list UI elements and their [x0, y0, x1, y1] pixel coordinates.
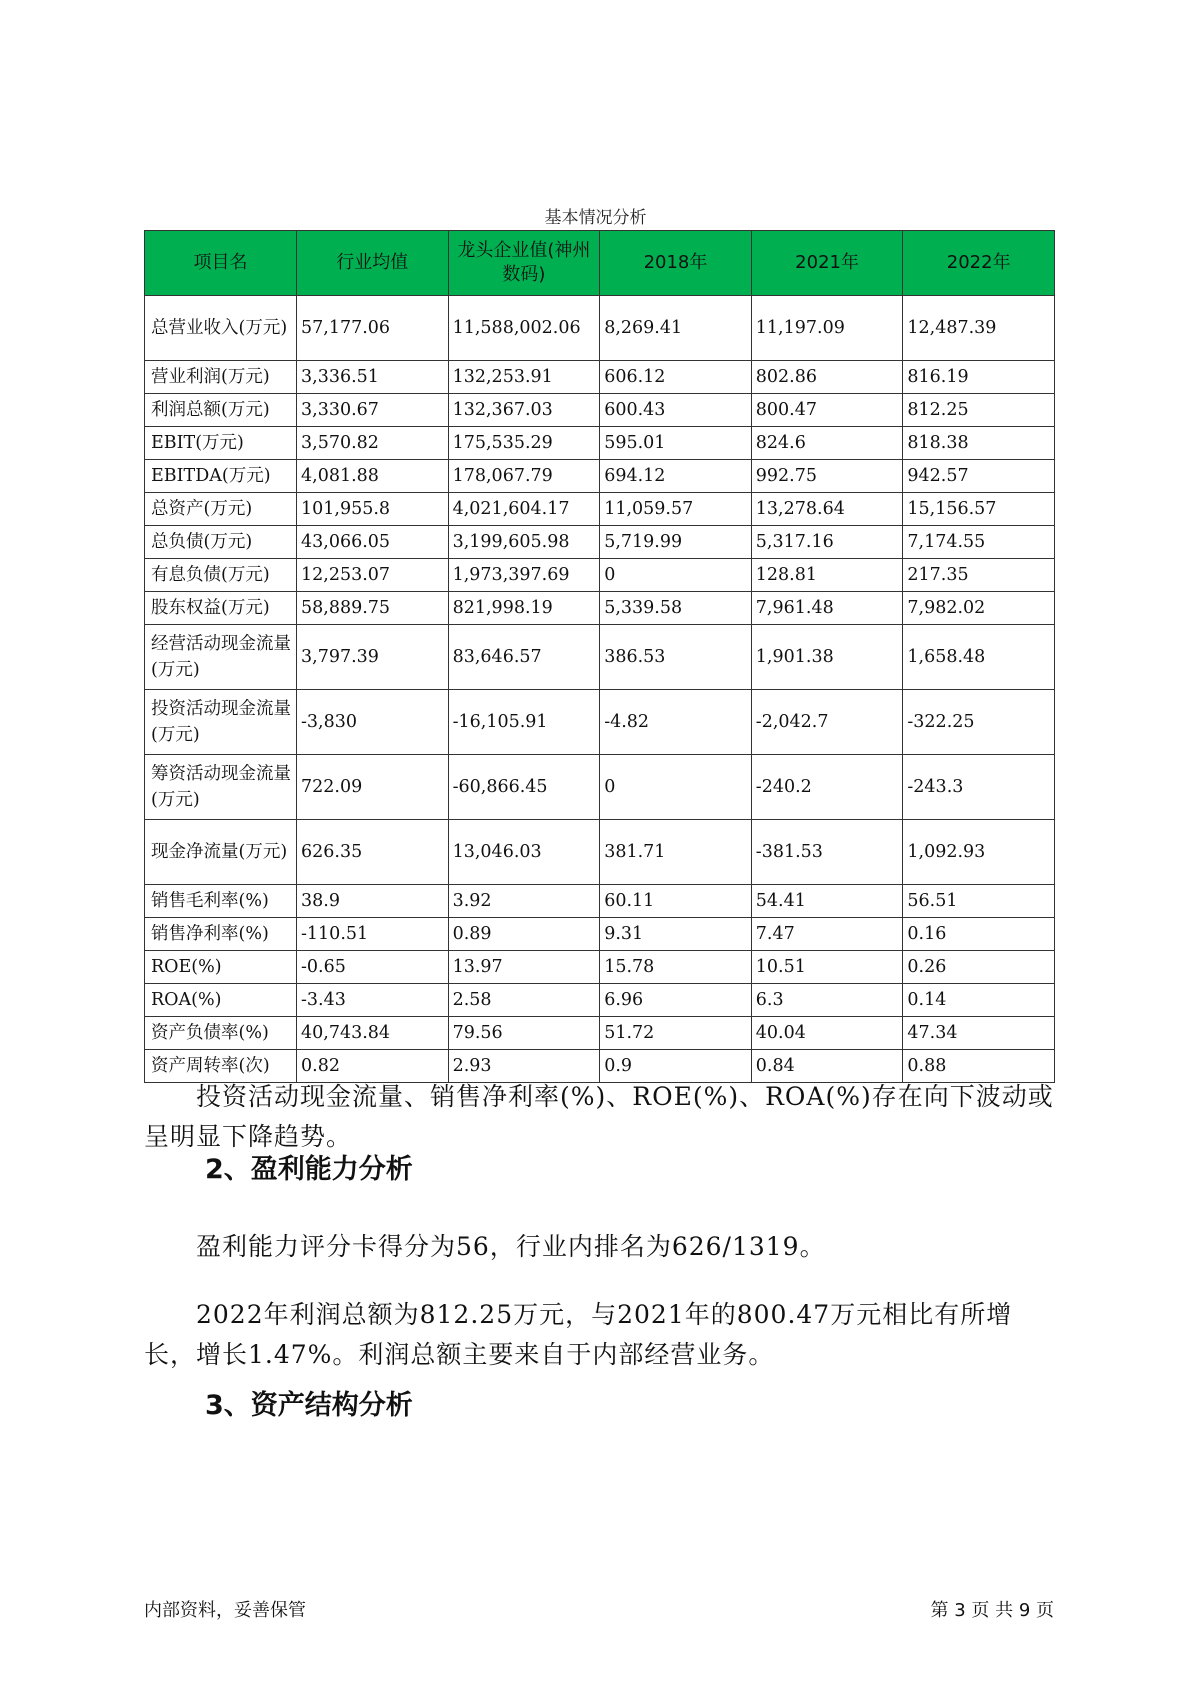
row-label-cell: 总负债(万元) [145, 526, 297, 559]
value-cell: 12,487.39 [903, 296, 1055, 361]
row-label-cell: 利润总额(万元) [145, 394, 297, 427]
value-cell: 11,588,002.06 [448, 296, 600, 361]
value-cell: 802.86 [751, 361, 903, 394]
footer-confidential-note: 内部资料，妥善保管 [144, 1600, 306, 1621]
value-cell: 824.6 [751, 427, 903, 460]
value-cell: 12,253.07 [297, 559, 449, 592]
table-row [145, 526, 1055, 559]
value-cell: 626.35 [297, 820, 449, 885]
value-cell: 821,998.19 [448, 592, 600, 625]
value-cell: -110.51 [297, 918, 449, 951]
value-cell: 57,177.06 [297, 296, 449, 361]
value-cell: 5,339.58 [600, 592, 752, 625]
value-cell: 178,067.79 [448, 460, 600, 493]
value-cell: 600.43 [600, 394, 752, 427]
trend-summary-paragraph: 投资活动现金流量、销售净利率(%)、ROE(%)、ROA(%)存在向下波动或呈明显下降趋势。 [144, 1082, 1054, 1151]
header-industry-average: 行业均值 [297, 231, 449, 296]
value-cell: 3.92 [448, 885, 600, 918]
value-cell: 13,278.64 [751, 493, 903, 526]
value-cell: 2.93 [448, 1050, 600, 1083]
value-cell: 40.04 [751, 1017, 903, 1050]
value-cell: 217.35 [903, 559, 1055, 592]
value-cell: -3,830 [297, 690, 449, 755]
value-cell: 175,535.29 [448, 427, 600, 460]
value-cell: 7,174.55 [903, 526, 1055, 559]
row-label-cell: 筹资活动现金流量(万元) [145, 755, 297, 820]
value-cell: 54.41 [751, 885, 903, 918]
value-cell: 694.12 [600, 460, 752, 493]
value-cell: 15,156.57 [903, 493, 1055, 526]
row-label-cell: 销售净利率(%) [145, 918, 297, 951]
value-cell: -2,042.7 [751, 690, 903, 755]
value-cell: 3,199,605.98 [448, 526, 600, 559]
value-cell: 1,658.48 [903, 625, 1055, 690]
header-year-2022: 2022年 [903, 231, 1055, 296]
value-cell: 992.75 [751, 460, 903, 493]
value-cell: 1,973,397.69 [448, 559, 600, 592]
table-caption: 基本情况分析 [544, 208, 647, 228]
header-year-2021: 2021年 [751, 231, 903, 296]
row-label-cell: EBITDA(万元) [145, 460, 297, 493]
row-label-cell: 总营业收入(万元) [145, 296, 297, 361]
value-cell: 7,961.48 [751, 592, 903, 625]
value-cell: 0.82 [297, 1050, 449, 1083]
row-label-cell: 营业利润(万元) [145, 361, 297, 394]
value-cell: 3,570.82 [297, 427, 449, 460]
value-cell: 3,336.51 [297, 361, 449, 394]
profit-growth-paragraph: 2022年利润总额为812.25万元，与2021年的800.47万元相比有所增长，增长1.47%。利润总额主要来自于内部经营业务。 [144, 1300, 1013, 1369]
value-cell: 5,317.16 [751, 526, 903, 559]
value-cell: -3.43 [297, 984, 449, 1017]
value-cell: 38.9 [297, 885, 449, 918]
value-cell: 8,269.41 [600, 296, 752, 361]
value-cell: 13.97 [448, 951, 600, 984]
footer-page-number: 第 3 页 共 9 页 [930, 1600, 1054, 1621]
value-cell: 1,901.38 [751, 625, 903, 690]
value-cell: 101,955.8 [297, 493, 449, 526]
table-row [145, 361, 1055, 394]
value-cell: 800.47 [751, 394, 903, 427]
table-row [145, 427, 1055, 460]
value-cell: 10.51 [751, 951, 903, 984]
table-body [145, 296, 1055, 1083]
value-cell: -4.82 [600, 690, 752, 755]
value-cell: 6.96 [600, 984, 752, 1017]
value-cell: 0 [600, 755, 752, 820]
value-cell: 4,021,604.17 [448, 493, 600, 526]
row-label-cell: 股东权益(万元) [145, 592, 297, 625]
table-row [145, 296, 1055, 361]
value-cell: 0.9 [600, 1050, 752, 1083]
table-row [145, 690, 1055, 755]
value-cell: 9.31 [600, 918, 752, 951]
value-cell: 7,982.02 [903, 592, 1055, 625]
value-cell: 15.78 [600, 951, 752, 984]
value-cell: -60,866.45 [448, 755, 600, 820]
row-label-cell: 有息负债(万元) [145, 559, 297, 592]
table-row [145, 592, 1055, 625]
row-label-cell: 资产负债率(%) [145, 1017, 297, 1050]
value-cell: -243.3 [903, 755, 1055, 820]
row-label-cell: 资产周转率(次) [145, 1050, 297, 1083]
value-cell: 132,253.91 [448, 361, 600, 394]
table-header-row [145, 231, 1055, 296]
value-cell: 0.26 [903, 951, 1055, 984]
value-cell: -322.25 [903, 690, 1055, 755]
table-row [145, 625, 1055, 690]
value-cell: 722.09 [297, 755, 449, 820]
value-cell: 0 [600, 559, 752, 592]
row-label-cell: 投资活动现金流量(万元) [145, 690, 297, 755]
value-cell: 818.38 [903, 427, 1055, 460]
value-cell: 11,197.09 [751, 296, 903, 361]
row-label-cell: 总资产(万元) [145, 493, 297, 526]
header-year-2018: 2018年 [600, 231, 752, 296]
value-cell: 3,797.39 [297, 625, 449, 690]
value-cell: 0.88 [903, 1050, 1055, 1083]
value-cell: 0.16 [903, 918, 1055, 951]
table-row [145, 394, 1055, 427]
table-row [145, 755, 1055, 820]
table-row [145, 984, 1055, 1017]
value-cell: -240.2 [751, 755, 903, 820]
value-cell: -381.53 [751, 820, 903, 885]
value-cell: 43,066.05 [297, 526, 449, 559]
value-cell: -16,105.91 [448, 690, 600, 755]
value-cell: 51.72 [600, 1017, 752, 1050]
table-row [145, 559, 1055, 592]
value-cell: 83,646.57 [448, 625, 600, 690]
value-cell: 58,889.75 [297, 592, 449, 625]
value-cell: 13,046.03 [448, 820, 600, 885]
value-cell: 132,367.03 [448, 394, 600, 427]
value-cell: 3,330.67 [297, 394, 449, 427]
value-cell: 56.51 [903, 885, 1055, 918]
table-row [145, 951, 1055, 984]
table-row [145, 918, 1055, 951]
row-label-cell: 经营活动现金流量(万元) [145, 625, 297, 690]
section-heading-asset-structure: 3、资产结构分析 [205, 1390, 413, 1421]
header-leader-value: 龙头企业值(神州数码) [448, 231, 600, 296]
value-cell: 60.11 [600, 885, 752, 918]
value-cell: 47.34 [903, 1017, 1055, 1050]
value-cell: 128.81 [751, 559, 903, 592]
row-label-cell: 销售毛利率(%) [145, 885, 297, 918]
value-cell: 2.58 [448, 984, 600, 1017]
table-row [145, 820, 1055, 885]
financial-summary-table [144, 230, 1055, 1083]
value-cell: 812.25 [903, 394, 1055, 427]
value-cell: 6.3 [751, 984, 903, 1017]
value-cell: 40,743.84 [297, 1017, 449, 1050]
value-cell: -0.65 [297, 951, 449, 984]
table-row [145, 1017, 1055, 1050]
value-cell: 595.01 [600, 427, 752, 460]
table-row [145, 493, 1055, 526]
row-label-cell: ROA(%) [145, 984, 297, 1017]
value-cell: 7.47 [751, 918, 903, 951]
value-cell: 0.84 [751, 1050, 903, 1083]
table-row [145, 460, 1055, 493]
table-row [145, 885, 1055, 918]
row-label-cell: 现金净流量(万元) [145, 820, 297, 885]
value-cell: 0.89 [448, 918, 600, 951]
header-item-name: 项目名 [145, 231, 297, 296]
value-cell: 5,719.99 [600, 526, 752, 559]
section-heading-profitability: 2、盈利能力分析 [205, 1154, 413, 1185]
row-label-cell: EBIT(万元) [145, 427, 297, 460]
row-label-cell: ROE(%) [145, 951, 297, 984]
value-cell: 606.12 [600, 361, 752, 394]
value-cell: 386.53 [600, 625, 752, 690]
value-cell: 942.57 [903, 460, 1055, 493]
value-cell: 0.14 [903, 984, 1055, 1017]
value-cell: 4,081.88 [297, 460, 449, 493]
value-cell: 381.71 [600, 820, 752, 885]
value-cell: 1,092.93 [903, 820, 1055, 885]
value-cell: 79.56 [448, 1017, 600, 1050]
value-cell: 816.19 [903, 361, 1055, 394]
profitability-score-paragraph: 盈利能力评分卡得分为56，行业内排名为626/1319。 [196, 1232, 826, 1261]
value-cell: 11,059.57 [600, 493, 752, 526]
